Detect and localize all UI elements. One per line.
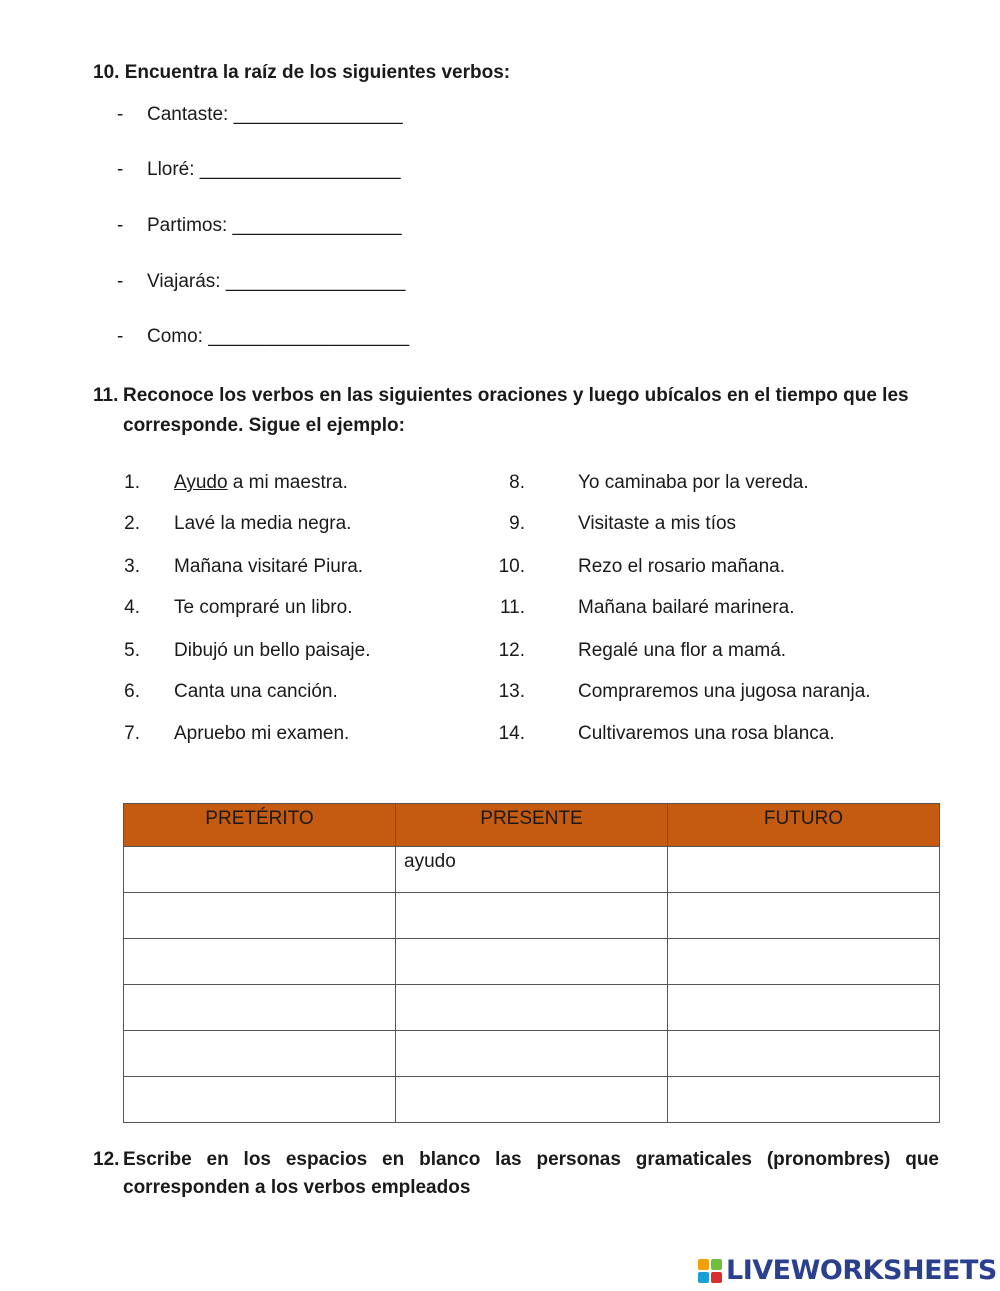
answer-cell[interactable]	[396, 985, 668, 1031]
logo-square	[711, 1272, 722, 1283]
answer-cell[interactable]	[124, 985, 396, 1031]
answer-cell[interactable]	[124, 939, 396, 985]
answer-cell[interactable]	[396, 939, 668, 985]
question-11-title: 11. Reconoce los verbos en las siguientes oraciones y luego ubícalos en el tiempo que les corresponde. Sigue el ejemplo:	[93, 385, 909, 436]
answer-cell[interactable]	[668, 893, 940, 939]
table-row	[124, 893, 940, 939]
answer-cell[interactable]	[124, 1077, 396, 1123]
verb-root-prompt: Como: ___________________	[147, 326, 410, 347]
table-header-row	[124, 804, 940, 847]
answer-cell[interactable]	[668, 985, 940, 1031]
list-item: - Viajarás: _________________	[117, 271, 406, 292]
answer-cell[interactable]	[396, 1077, 668, 1123]
answer-cell[interactable]	[124, 893, 396, 939]
logo-square	[698, 1272, 709, 1283]
verb-root-prompt: Partimos: ________________	[147, 215, 402, 236]
answer-cell[interactable]	[396, 1031, 668, 1077]
header-presente: PRESENTE	[396, 804, 668, 847]
example-verb: Ayudo	[174, 472, 228, 493]
logo-square	[698, 1259, 709, 1270]
list-item: - Lloré: ___________________	[117, 159, 401, 180]
answer-cell[interactable]	[668, 1077, 940, 1123]
answer-cell[interactable]: ayudo	[396, 847, 668, 893]
list-item: - Como: ___________________	[117, 326, 410, 347]
logo-square	[711, 1259, 722, 1270]
logo-mark-icon	[698, 1259, 722, 1283]
question-12-title: 12. Escribe en los espacios en blanco las personas gramaticales (pronombres) que corresponden a los verbos empleados	[93, 1149, 939, 1198]
answer-cell[interactable]	[124, 847, 396, 893]
tense-table	[123, 803, 940, 1123]
logo-text: LIVEWORKSHEETS	[726, 1255, 997, 1286]
list-item: - Partimos: ________________	[117, 215, 402, 236]
header-futuro: FUTURO	[668, 804, 940, 847]
verb-root-prompt: Lloré: ___________________	[147, 159, 401, 180]
answer-cell[interactable]	[668, 847, 940, 893]
table-row	[124, 939, 940, 985]
table-row	[124, 1077, 940, 1123]
list-item: - Cantaste: ________________	[117, 104, 403, 125]
table-row	[124, 985, 940, 1031]
answer-cell[interactable]	[668, 939, 940, 985]
verb-root-prompt: Cantaste: ________________	[147, 104, 403, 125]
answer-cell[interactable]	[124, 1031, 396, 1077]
verb-root-prompt: Viajarás: _________________	[147, 271, 406, 292]
answer-cell[interactable]	[396, 893, 668, 939]
liveworksheets-logo	[698, 1255, 997, 1286]
table-row	[124, 1031, 940, 1077]
question-10-title: 10. Encuentra la raíz de los siguientes verbos:	[93, 62, 511, 83]
header-preterito: PRETÉRITO	[124, 804, 396, 847]
table-row	[124, 847, 940, 893]
answer-cell[interactable]	[668, 1031, 940, 1077]
